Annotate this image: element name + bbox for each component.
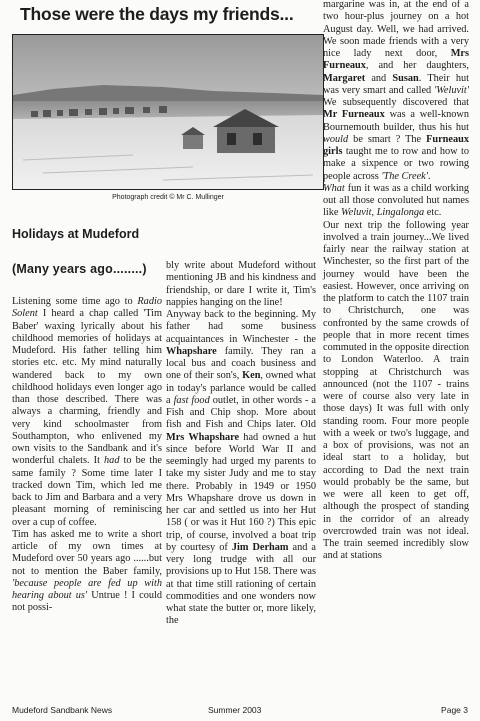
footer-issue-date: Summer 2003 [208,705,262,715]
paragraph: Our next trip the following year involved a train journey...We lived fairly near the railway station at Winchester, so the first part of the journey would have been the easiest. However, once arriving on the platform to catch the 1107 train to Christchurch, one was confronted by the same crowds of people that in more recent times commuted in the opposite direction to London Waterloo. A train stopping at Christchurch was announced (not the 1107 - trains were of course also very late in those days) It was full with only standing room. Four more people with a week or two's luggage, and a box of provisions, was not an ideal start to a holiday, but according to Dad the next train would probably be the same, but we were all keen to get off, although the prospect of standing in the corridor of an already overcrowded train was not ideal. The train seemed incredibly slow and at stations [323,219,469,562]
footer-page-number: Page 3 [441,705,468,715]
paragraph: Tim has asked me to write a short article of my own times at Mudeford over 50 years ago ......but not to mention the Baber family, 'because people are fed up with hearing about us' Untrue ! I could not possi- [12,528,162,614]
paragraph: What fun it was as a child working out all those convoluted hut names like Weluvit, Lingalonga etc. [323,182,469,219]
article-column-2 [166,260,316,628]
headline: Those were the days my friends... [20,4,294,24]
paragraph: bly write about Mudeford without mentioning JB and his kindness and friendship, or dare I write it, Tim's nappies hanging on the line! [166,260,316,308]
footer-publication-name: Mudeford Sandbank News [12,705,113,715]
photo-caption: Photograph credit © Mr C. Mullinger [112,194,224,201]
article-column-3 [323,0,469,563]
beach-huts-photograph [12,34,324,190]
paragraph: Anyway back to the beginning. My father had some business acquaintances in Winchester - the Whapshare family. They ran a local bus and coach business and one of their son's, Ken, owned what in today's parlance would be called a fast food outlet, in other words - a Fish and Chip shop. More about fish and Fish and Chips later. Old Mrs Whapshare had owned a hut since before World War II and seemingly had urged my parents to take my sister Judy and me to stay there. Probably in 1949 or 1950 Mrs Whapshare drove us down in her car and settled us into her Hut 158 ( or was it Hut 160 ?) This epic trip, of course, involved a boat trip by courtesy of Jim Derham and a very long trudge with all our provisions up to Hut 158. There was at that time still rationing of certain commodities and one wonders now what state the butter or, more likely, the [166,309,317,627]
article-column-1 [12,296,162,615]
section-title: Holidays at Mudeford [12,227,140,241]
paragraph: margarine was in, at the end of a two hour-plus journey on a hot August day. Well, we had arrived. We soon made friends with a very nice lady next door, Mrs Furneaux, and her daughters, Margaret and Susan. Their hut was very smart and called 'Weluvit' We subsequently discovered that Mr Furneaux was a well-known Bournemouth builder, thus his hut would be smart ? The Furneaux girls taught me to row and how to make a sixpence or two rowing people across 'The Creek'. [323,0,470,182]
paragraph: Listening some time ago to Radio Solent I heard a chap called 'Tim Baber' waxing lyrically about his childhood memories of holidays at Mudeford. His father telling him stories etc. etc. My mind naturally wandered back to my own childhood holidays even longer ago than those described. There was always a charming, friendly and very kind schoolmaster from Southampton, who enlivened my own visits to the Sandbank and it's wonderful chalets. It had to be the same family ? Some time later I tracked down Tim, which led me back to Jim and Barbara and a very pleasant morning of reminiscing over a cup of coffee. [12,296,163,528]
section-subtitle: (Many years ago........) [12,262,147,276]
